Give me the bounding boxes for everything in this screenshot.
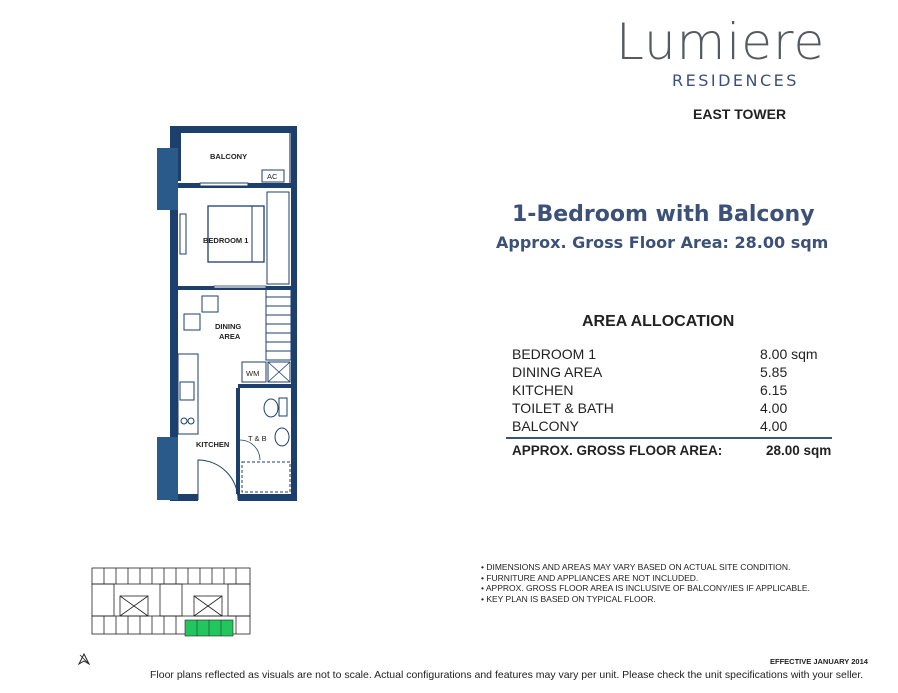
allocation-row-value: 4.00 bbox=[760, 400, 788, 416]
kitchen-sink bbox=[180, 382, 194, 400]
key-plan bbox=[86, 560, 256, 652]
wall-tb-left bbox=[236, 388, 240, 494]
allocation-row-value: 8.00 sqm bbox=[760, 346, 818, 362]
allocation-row-value: 4.00 bbox=[760, 418, 788, 434]
allocation-row-label: DINING AREA bbox=[512, 364, 603, 380]
wall-top bbox=[170, 126, 297, 133]
room-label-kitchen: KITCHEN bbox=[196, 440, 230, 449]
brand-logo-name: Lumiere bbox=[616, 13, 826, 71]
dining-chair bbox=[202, 296, 218, 312]
allocation-row-label: KITCHEN bbox=[512, 382, 574, 398]
wall-bottom-right bbox=[238, 494, 297, 501]
room-label-wm: WM bbox=[246, 369, 260, 378]
allocation-row-label: TOILET & BATH bbox=[512, 400, 614, 416]
room-label-balcony: BALCONY bbox=[210, 152, 248, 161]
room-label-ac: AC bbox=[267, 172, 278, 181]
room-label-dining-1: DINING bbox=[215, 322, 242, 331]
shelving bbox=[266, 288, 291, 360]
shower-area bbox=[242, 462, 290, 492]
note-item: • APPROX. GROSS FLOOR AREA IS INCLUSIVE OF BALCONY/IES IF APPLICABLE. bbox=[481, 583, 810, 593]
column-lower bbox=[157, 437, 178, 500]
allocation-divider bbox=[506, 437, 832, 439]
allocation-total-value: 28.00 sqm bbox=[766, 443, 832, 458]
unit-floor-plan bbox=[150, 120, 310, 510]
compass-north-icon bbox=[77, 652, 91, 666]
allocation-row-value: 5.85 bbox=[760, 364, 788, 380]
allocation-total-label: APPROX. GROSS FLOOR AREA: bbox=[512, 443, 723, 458]
toilet bbox=[264, 399, 278, 417]
bedroom-window bbox=[180, 214, 186, 254]
allocation-row bbox=[512, 346, 842, 364]
note-item: • FURNITURE AND APPLIANCES ARE NOT INCLUDED. bbox=[481, 572, 699, 583]
notes-list bbox=[481, 562, 810, 604]
allocation-heading: AREA ALLOCATION bbox=[582, 313, 735, 330]
disclaimer: Floor plans reflected as visuals are not to scale. Actual configurations and features may vary per unit. Please check the unit specifications with your seller. bbox=[150, 669, 864, 681]
unit-gross-area: Approx. Gross Floor Area: 28.00 sqm bbox=[496, 233, 829, 252]
room-label-dining-2: AREA bbox=[219, 332, 241, 341]
bed bbox=[208, 206, 264, 262]
unit-title: 1-Bedroom with Balcony bbox=[512, 202, 815, 227]
dining-chair-2 bbox=[184, 314, 200, 330]
allocation-row bbox=[512, 382, 842, 400]
allocation-row-label: BEDROOM 1 bbox=[512, 346, 597, 362]
stove-burner bbox=[181, 418, 187, 424]
allocation-row bbox=[512, 400, 842, 418]
room-label-tb: T & B bbox=[248, 434, 267, 443]
allocation-row-value: 6.15 bbox=[760, 382, 788, 398]
wall-tb-top bbox=[238, 384, 291, 388]
column-upper bbox=[157, 148, 178, 210]
balcony-glass bbox=[289, 133, 291, 183]
lavatory bbox=[275, 428, 289, 446]
allocation-total-row bbox=[512, 443, 842, 461]
bedroom-door bbox=[214, 286, 266, 288]
balcony-door bbox=[200, 183, 248, 186]
note-item: • KEY PLAN IS BASED ON TYPICAL FLOOR. bbox=[481, 593, 656, 604]
entry-door-swing bbox=[198, 460, 238, 500]
tb-door-swing bbox=[240, 440, 260, 460]
brand-logo-sub: RESIDENCES bbox=[672, 71, 799, 90]
effective-date: EFFECTIVE JANUARY 2014 bbox=[770, 657, 868, 666]
room-label-bedroom: BEDROOM 1 bbox=[203, 236, 249, 245]
balcony-rail bbox=[178, 133, 181, 181]
allocation-row-label: BALCONY bbox=[512, 418, 579, 434]
allocation-row bbox=[512, 418, 842, 436]
tower-label: EAST TOWER bbox=[693, 106, 787, 122]
note-item: • DIMENSIONS AND AREAS MAY VARY BASED ON ACTUAL SITE CONDITION. bbox=[481, 562, 791, 572]
wall-right bbox=[291, 126, 297, 500]
allocation-row bbox=[512, 364, 842, 382]
wardrobe bbox=[267, 192, 289, 284]
